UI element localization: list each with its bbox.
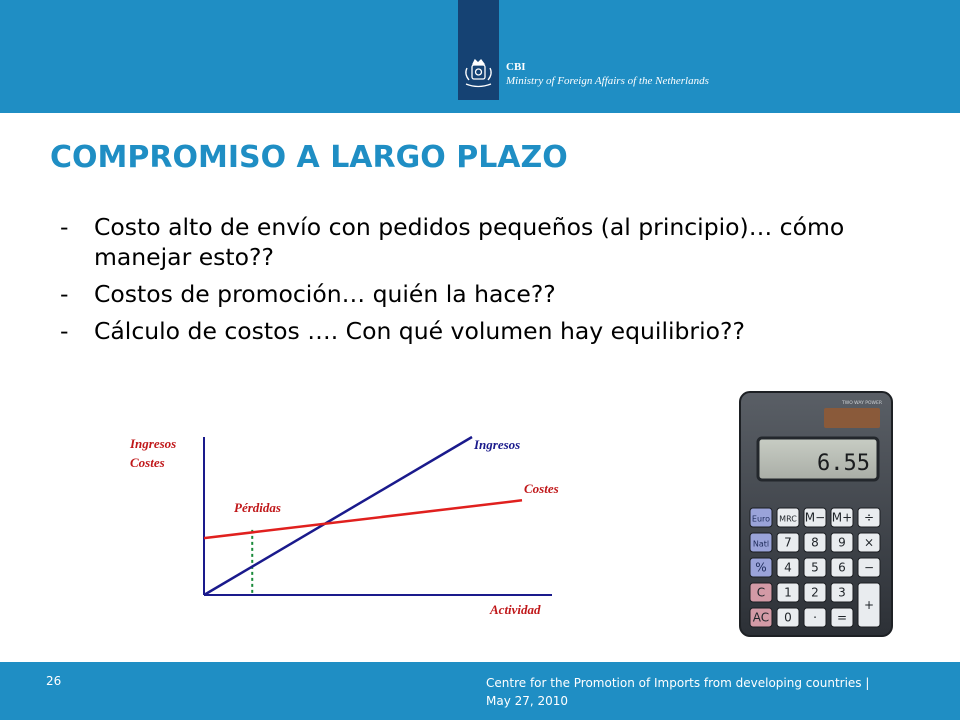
break-even-chart bbox=[120, 425, 580, 625]
y-axis-label-line1: Ingresos bbox=[130, 436, 177, 451]
bullet-item bbox=[60, 212, 880, 272]
series-line-ingresos bbox=[204, 437, 472, 595]
bullet-text: Cálculo de costos …. Con qué volumen hay equilibrio?? bbox=[94, 317, 745, 345]
display-value: 6.55 bbox=[817, 451, 870, 476]
calculator-key-label: % bbox=[755, 560, 767, 575]
footer-text: Centre for the Promotion of Imports from developing countries | May 27, 2010 bbox=[486, 676, 870, 708]
calculator-key-label: AC bbox=[752, 610, 770, 625]
series-label-costes: Costes bbox=[524, 481, 559, 496]
bullet-dash: - bbox=[60, 280, 69, 308]
calculator-key-label: 6 bbox=[838, 560, 846, 575]
y-axis-label-line2: Costes bbox=[130, 455, 165, 470]
bullet-dash: - bbox=[60, 213, 69, 241]
x-axis-label: Actividad bbox=[490, 602, 541, 617]
calculator-key-label: Natl bbox=[752, 539, 770, 549]
netherlands-coat-of-arms-icon bbox=[461, 58, 496, 92]
calculator-key-label: 7 bbox=[784, 535, 792, 550]
logo-strip bbox=[458, 0, 499, 100]
calculator-key-label: 5 bbox=[811, 560, 819, 575]
calculator-key-label: × bbox=[863, 535, 875, 550]
losses-region-label: Pérdidas bbox=[234, 500, 281, 515]
org-block bbox=[506, 61, 709, 88]
series-label-ingresos: Ingresos bbox=[474, 437, 521, 452]
slide-title: COMPROMISO A LARGO PLAZO bbox=[50, 140, 568, 175]
bullet-text: Costos de promoción… quién la hace?? bbox=[94, 280, 556, 308]
calculator-key-label: MRC bbox=[779, 514, 797, 524]
bullet-item bbox=[60, 279, 880, 309]
calculator-key-label: 8 bbox=[811, 535, 819, 550]
calculator-key-label: Euro bbox=[751, 514, 771, 524]
calculator-key-label: 0 bbox=[784, 610, 792, 625]
calculator-key-label: 4 bbox=[784, 560, 792, 575]
org-short-name: CBI bbox=[506, 61, 526, 73]
calculator-key-label: = bbox=[836, 610, 848, 625]
calculator-key-label: ÷ bbox=[863, 510, 875, 525]
calculator-key-label: 2 bbox=[811, 585, 819, 600]
solar-panel bbox=[824, 408, 880, 428]
calculator-image bbox=[738, 390, 894, 638]
calculator-key-label: − bbox=[863, 560, 875, 575]
bullet-text: Costo alto de envío con pedidos pequeños (al principio)… cómo manejar esto?? bbox=[94, 213, 845, 271]
bullet-dash: - bbox=[60, 317, 69, 345]
page-number: 26 bbox=[46, 674, 62, 688]
calculator-key-label: 9 bbox=[838, 535, 846, 550]
calculator-key-label: M+ bbox=[831, 510, 853, 525]
calculator-key-label: C bbox=[756, 585, 766, 600]
calculator-key-label: 1 bbox=[784, 585, 792, 600]
calculator-key-label: · bbox=[813, 610, 817, 625]
bullet-list bbox=[60, 212, 880, 353]
calculator-key-label: + bbox=[863, 598, 875, 612]
calculator-key-label: 3 bbox=[838, 585, 846, 600]
org-full-name: Ministry of Foreign Affairs of the Netherlands bbox=[506, 75, 709, 87]
calculator-header-text: TWO WAY POWER bbox=[842, 401, 882, 406]
bullet-item bbox=[60, 316, 880, 346]
calculator-key-label: M− bbox=[804, 510, 826, 525]
